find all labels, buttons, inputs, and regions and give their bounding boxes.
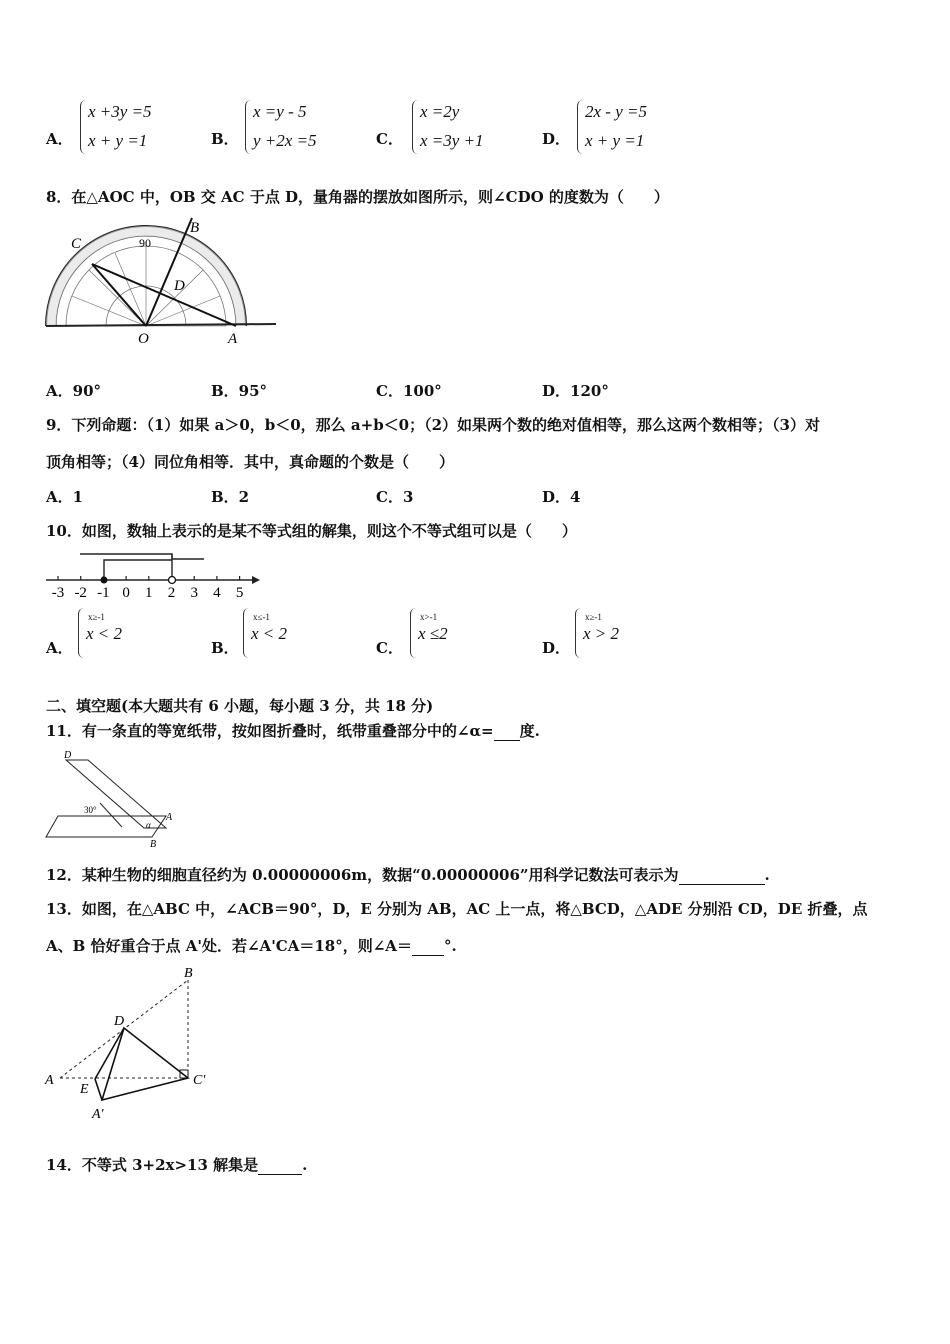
q10-question: 10．如图，数轴上表示的是某不等式组的解集，则这个不等式组可以是（ ）: [46, 522, 577, 540]
segment-ea2: [95, 1079, 102, 1100]
q12-question: [46, 864, 770, 885]
q10-option-a-top: x≥-1: [88, 612, 105, 622]
q7-option-c-eq1: x =2y: [420, 102, 460, 121]
q7-option-a-label: A．: [46, 130, 73, 148]
q13-triangle-figure: [42, 962, 217, 1127]
q10-option-d-brace: [575, 608, 581, 658]
axis-tick-label: 2: [167, 585, 176, 601]
q8-option-b: B．95°: [211, 382, 268, 400]
axis-tick-label: 3: [190, 585, 198, 601]
q10-option-c-brace: [410, 608, 416, 658]
label-a: A: [166, 812, 173, 823]
q8-question: 8．在△AOC 中，OB 交 AC 于点 D，量角器的摆放如图所示，则∠CDO 的度数为（ ）: [46, 188, 669, 206]
q14-text-after: .: [302, 1156, 308, 1174]
q14-text-before: 14．不等式 3+2x>13 解集是: [46, 1156, 259, 1174]
axis-tick-label: 5: [235, 585, 244, 601]
label-a: A: [228, 331, 238, 347]
q7-option-a-brace: [80, 100, 87, 154]
label-o: O: [138, 331, 149, 347]
q10-option-a-brace: [78, 608, 84, 658]
q10-option-c-top: x>-1: [420, 612, 438, 622]
label-b: B: [190, 220, 200, 236]
q11-paper-strip-figure: [42, 750, 182, 850]
q8-protractor-figure: [40, 214, 280, 349]
section-2-heading: 二、填空题(本大题共有 6 小题，每小题 3 分，共 18 分): [46, 697, 434, 715]
q7-option-a-eq2: x + y =1: [88, 131, 148, 150]
q10-option-c-bottom: x ≤2: [418, 624, 448, 643]
q10-option-b-brace: [243, 608, 249, 658]
q11-text-before: 11．有一条直的等宽纸带，按如图折叠时，纸带重叠部分中的∠α=: [46, 722, 494, 740]
q10-option-c-label: C．: [376, 639, 403, 657]
q14-answer-blank: [258, 1156, 302, 1175]
label-e: E: [80, 1082, 89, 1097]
q12-text-before: 12．某种生物的细胞直径约为 0.00000006m，数据“0.00000006”用科学记数法可表示为: [46, 866, 679, 884]
q7-option-d-eq2: x + y =1: [585, 131, 645, 150]
q11-text-after: 度.: [519, 722, 540, 740]
label-d: D: [174, 278, 185, 294]
q9-question-line1: 9．下列命题：（1）如果 a＞0，b＜0，那么 a+b＜0；（2）如果两个数的绝对值相等，那么这两个数相等；（3）对: [46, 416, 820, 434]
q13-question-line1: 13．如图，在△ABC 中，∠ACB＝90°，D，E 分别为 AB，AC 上一点，将△BCD，△ADE 分别沿 CD，DE 折叠，点: [46, 900, 868, 918]
q10-option-b-bottom: x < 2: [251, 624, 288, 643]
solution-bracket-lower: [104, 560, 172, 580]
q7-option-b-label: B．: [211, 130, 239, 148]
axis-tick-label: -1: [97, 585, 110, 601]
label-30deg: 30°: [84, 805, 97, 815]
open-endpoint: [169, 577, 176, 584]
q8-option-d: D．120°: [542, 382, 609, 400]
q7-option-d-eq1: 2x - y =5: [585, 102, 647, 121]
q7-option-b-eq1: x =y - 5: [253, 102, 307, 121]
q13-answer-blank: [412, 937, 444, 956]
label-d: D: [114, 1014, 125, 1029]
axis-tick-label: 1: [145, 585, 153, 601]
segment-de: [95, 1028, 124, 1079]
q10-option-d-label: D．: [542, 639, 571, 657]
q12-answer-blank: [679, 866, 765, 885]
q10-option-a-label: A．: [46, 639, 73, 657]
axis-tick-label: 4: [213, 585, 221, 601]
q7-option-d-label: D．: [542, 130, 571, 148]
axis-arrow: [252, 576, 260, 584]
q7-option-c-label: C．: [376, 130, 403, 148]
q10-option-d-top: x≥-1: [585, 612, 602, 622]
label-d: D: [64, 750, 72, 761]
q9-option-a: A．1: [46, 488, 84, 506]
label-b: B: [184, 966, 193, 981]
q10-option-a-bottom: x < 2: [86, 624, 123, 643]
label-a: A: [45, 1073, 54, 1088]
axis-tick-label: -2: [74, 585, 87, 601]
closed-endpoint: [101, 577, 108, 584]
q13-text-after: °.: [443, 937, 457, 955]
q10-option-b-top: x≤-1: [253, 612, 270, 622]
q10-option-b-label: B．: [211, 639, 239, 657]
upper-strip: [66, 760, 166, 828]
axis-tick-label: -3: [51, 585, 65, 601]
q7-option-b-eq2: y +2x =5: [253, 131, 317, 150]
q13-text-before: A、B 恰好重合于点 A'处．若∠A'CA＝18°，则∠A＝: [46, 937, 412, 955]
q7-option-c-brace: [412, 100, 419, 154]
segment-oc: [92, 264, 146, 326]
q9-question-line2: 顶角相等；（4）同位角相等．其中，真命题的个数是（ ）: [46, 453, 454, 471]
label-alpha: α: [146, 820, 151, 830]
solution-bracket-upper: [80, 554, 204, 559]
q7-option-a-eq1: x +3y =5: [88, 102, 152, 121]
label-a-prime: A': [92, 1107, 104, 1122]
q10-number-line-figure: [42, 545, 267, 605]
label-90: 90: [139, 236, 151, 250]
q11-answer-blank: [494, 722, 520, 741]
q12-text-after: .: [764, 866, 770, 884]
q7-option-d-brace: [577, 100, 584, 154]
q13-question-line2: [46, 935, 457, 956]
label-b: B: [150, 839, 157, 850]
q8-option-c: C．100°: [376, 382, 442, 400]
segment-ca: [92, 264, 236, 326]
q9-option-d: D．4: [542, 488, 581, 506]
q11-question: [46, 720, 540, 741]
triangle-dca: [102, 1028, 188, 1100]
q9-option-b: B．2: [211, 488, 250, 506]
axis-tick-label: 0: [122, 585, 130, 601]
q7-option-b-brace: [245, 100, 252, 154]
label-c: C': [193, 1073, 206, 1088]
q7-option-c-eq2: x =3y +1: [420, 131, 484, 150]
q10-option-d-bottom: x > 2: [583, 624, 620, 643]
q9-option-c: C．3: [376, 488, 414, 506]
q14-question: [46, 1154, 307, 1175]
q8-option-a: A．90°: [46, 382, 102, 400]
label-c: C: [71, 236, 82, 252]
